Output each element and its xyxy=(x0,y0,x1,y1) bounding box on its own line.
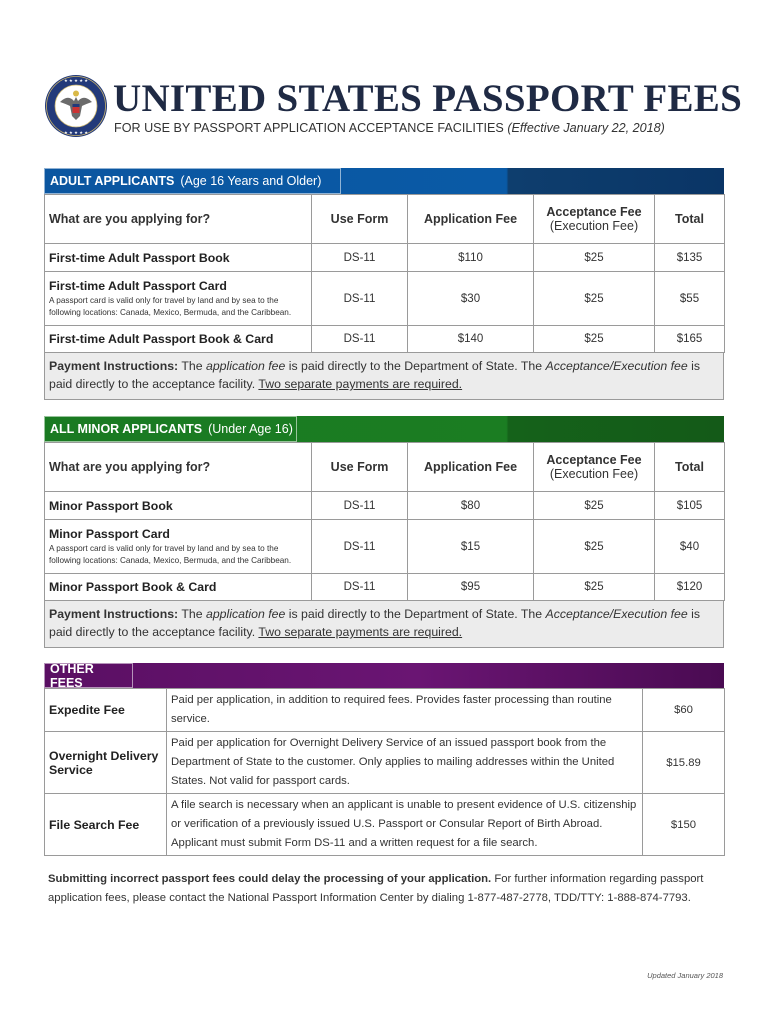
table-row xyxy=(45,326,725,353)
payment-instructions: Payment Instructions: The application fee is paid directly to the Department of State. The Acceptance/Execution fee is paid directly to the acceptance facility. Two separate payments are required. xyxy=(44,601,724,648)
adult-applicants-section xyxy=(44,168,724,400)
payment-instructions: Payment Instructions: The application fee is paid directly to the Department of State. The Acceptance/Execution fee is paid directly to the acceptance facility. Two separate payments are required. xyxy=(44,353,724,400)
col-total: Total xyxy=(655,443,725,492)
table-row xyxy=(45,492,725,520)
fee-name: Expedite Fee xyxy=(45,689,167,732)
svg-text:★ ★ ★ ★ ★: ★ ★ ★ ★ ★ xyxy=(63,78,89,83)
table-row xyxy=(45,689,725,732)
app-fee-cell: $15 xyxy=(408,520,534,574)
other-fees-section xyxy=(44,663,724,856)
table-header-row xyxy=(45,443,725,492)
minor-section-header xyxy=(44,416,724,442)
form-cell: DS-11 xyxy=(312,520,408,574)
app-fee-cell: $80 xyxy=(408,492,534,520)
form-cell: DS-11 xyxy=(312,574,408,601)
minor-fees-table xyxy=(44,442,725,601)
fee-name: Overnight Delivery Service xyxy=(45,732,167,794)
table-row xyxy=(45,794,725,856)
col-form: Use Form xyxy=(312,443,408,492)
fee-description: A file search is necessary when an applicant is unable to present evidence of U.S. citizenship or verification of a previously issued U.S. Passport or Consular Report of Birth Abroad. Applicant must submit Form DS-11 and a written request for a file search. xyxy=(167,794,643,856)
total-cell: $55 xyxy=(655,272,725,326)
svg-text:★ ★ ★ ★ ★: ★ ★ ★ ★ ★ xyxy=(63,130,89,135)
item-name: First-time Adult Passport Card xyxy=(49,278,227,293)
form-cell: DS-11 xyxy=(312,272,408,326)
col-accept-fee: Acceptance Fee (Execution Fee) xyxy=(534,195,655,244)
accept-fee-cell: $25 xyxy=(534,520,655,574)
table-row xyxy=(45,520,725,574)
state-department-seal-icon xyxy=(44,74,108,138)
accept-fee-cell: $25 xyxy=(534,244,655,272)
adult-fees-table xyxy=(44,194,725,353)
accept-fee-cell: $25 xyxy=(534,272,655,326)
fee-description: Paid per application for Overnight Delivery Service of an issued passport book from the Department of State to the customer. Only applies to mailing addresses within the United States. Not valid for passport cards. xyxy=(167,732,643,794)
col-app-fee: Application Fee xyxy=(408,195,534,244)
total-cell: $40 xyxy=(655,520,725,574)
col-what: What are you applying for? xyxy=(45,195,312,244)
item-name: Minor Passport Book & Card xyxy=(49,580,217,594)
item-name: Minor Passport Book xyxy=(49,498,173,513)
item-note: A passport card is valid only for travel by land and by sea to the following locations: Canada, Mexico, Bermuda, and the Caribbean. xyxy=(49,543,292,565)
total-cell: $165 xyxy=(655,326,725,353)
minor-section-label: ALL MINOR APPLICANTS (Under Age 16) xyxy=(44,416,297,442)
col-accept-fee: Acceptance Fee (Execution Fee) xyxy=(534,443,655,492)
page-subtitle: FOR USE BY PASSPORT APPLICATION ACCEPTANCE FACILITIES (Effective January 22, 2018) xyxy=(114,121,665,135)
minor-applicants-section xyxy=(44,416,724,648)
col-what: What are you applying for? xyxy=(45,443,312,492)
table-row xyxy=(45,244,725,272)
app-fee-cell: $95 xyxy=(408,574,534,601)
page-title: UNITED STATES PASSPORT FEES xyxy=(113,77,743,120)
table-header-row xyxy=(45,195,725,244)
footer-note: Submitting incorrect passport fees could delay the processing of your application. For further information regarding passport application fees, please contact the National Passport Information Center by dialing 1-877-487-2778, TDD/TTY: 1-888-874-7793. xyxy=(48,873,704,904)
total-cell: $135 xyxy=(655,244,725,272)
other-fees-table xyxy=(44,688,725,856)
fee-amount: $150 xyxy=(643,794,725,856)
updated-date: Updated January 2018 xyxy=(647,971,723,980)
other-section-header xyxy=(44,663,724,688)
total-cell: $120 xyxy=(655,574,725,601)
app-fee-cell: $110 xyxy=(408,244,534,272)
accept-fee-cell: $25 xyxy=(534,492,655,520)
col-total: Total xyxy=(655,195,725,244)
app-fee-cell: $30 xyxy=(408,272,534,326)
item-name: First-time Adult Passport Book & Card xyxy=(49,332,274,346)
item-name: Minor Passport Card xyxy=(49,526,170,541)
fee-amount: $60 xyxy=(643,689,725,732)
col-form: Use Form xyxy=(312,195,408,244)
table-row xyxy=(45,574,725,601)
item-name: First-time Adult Passport Book xyxy=(49,250,230,265)
adult-section-header xyxy=(44,168,724,194)
other-section-label: OTHER FEES xyxy=(44,663,133,688)
fee-name: File Search Fee xyxy=(45,794,167,856)
adult-section-label: ADULT APPLICANTS (Age 16 Years and Older) xyxy=(44,168,341,194)
col-app-fee: Application Fee xyxy=(408,443,534,492)
form-cell: DS-11 xyxy=(312,492,408,520)
fee-amount: $15.89 xyxy=(643,732,725,794)
accept-fee-cell: $25 xyxy=(534,326,655,353)
total-cell: $105 xyxy=(655,492,725,520)
app-fee-cell: $140 xyxy=(408,326,534,353)
fee-description: Paid per application, in addition to required fees. Provides faster processing than routine service. xyxy=(167,689,643,732)
item-note: A passport card is valid only for travel by land and by sea to the following locations: Canada, Mexico, Bermuda, and the Caribbean. xyxy=(49,295,292,317)
accept-fee-cell: $25 xyxy=(534,574,655,601)
table-row xyxy=(45,272,725,326)
effective-date: (Effective January 22, 2018) xyxy=(507,121,665,135)
form-cell: DS-11 xyxy=(312,244,408,272)
table-row xyxy=(45,732,725,794)
form-cell: DS-11 xyxy=(312,326,408,353)
